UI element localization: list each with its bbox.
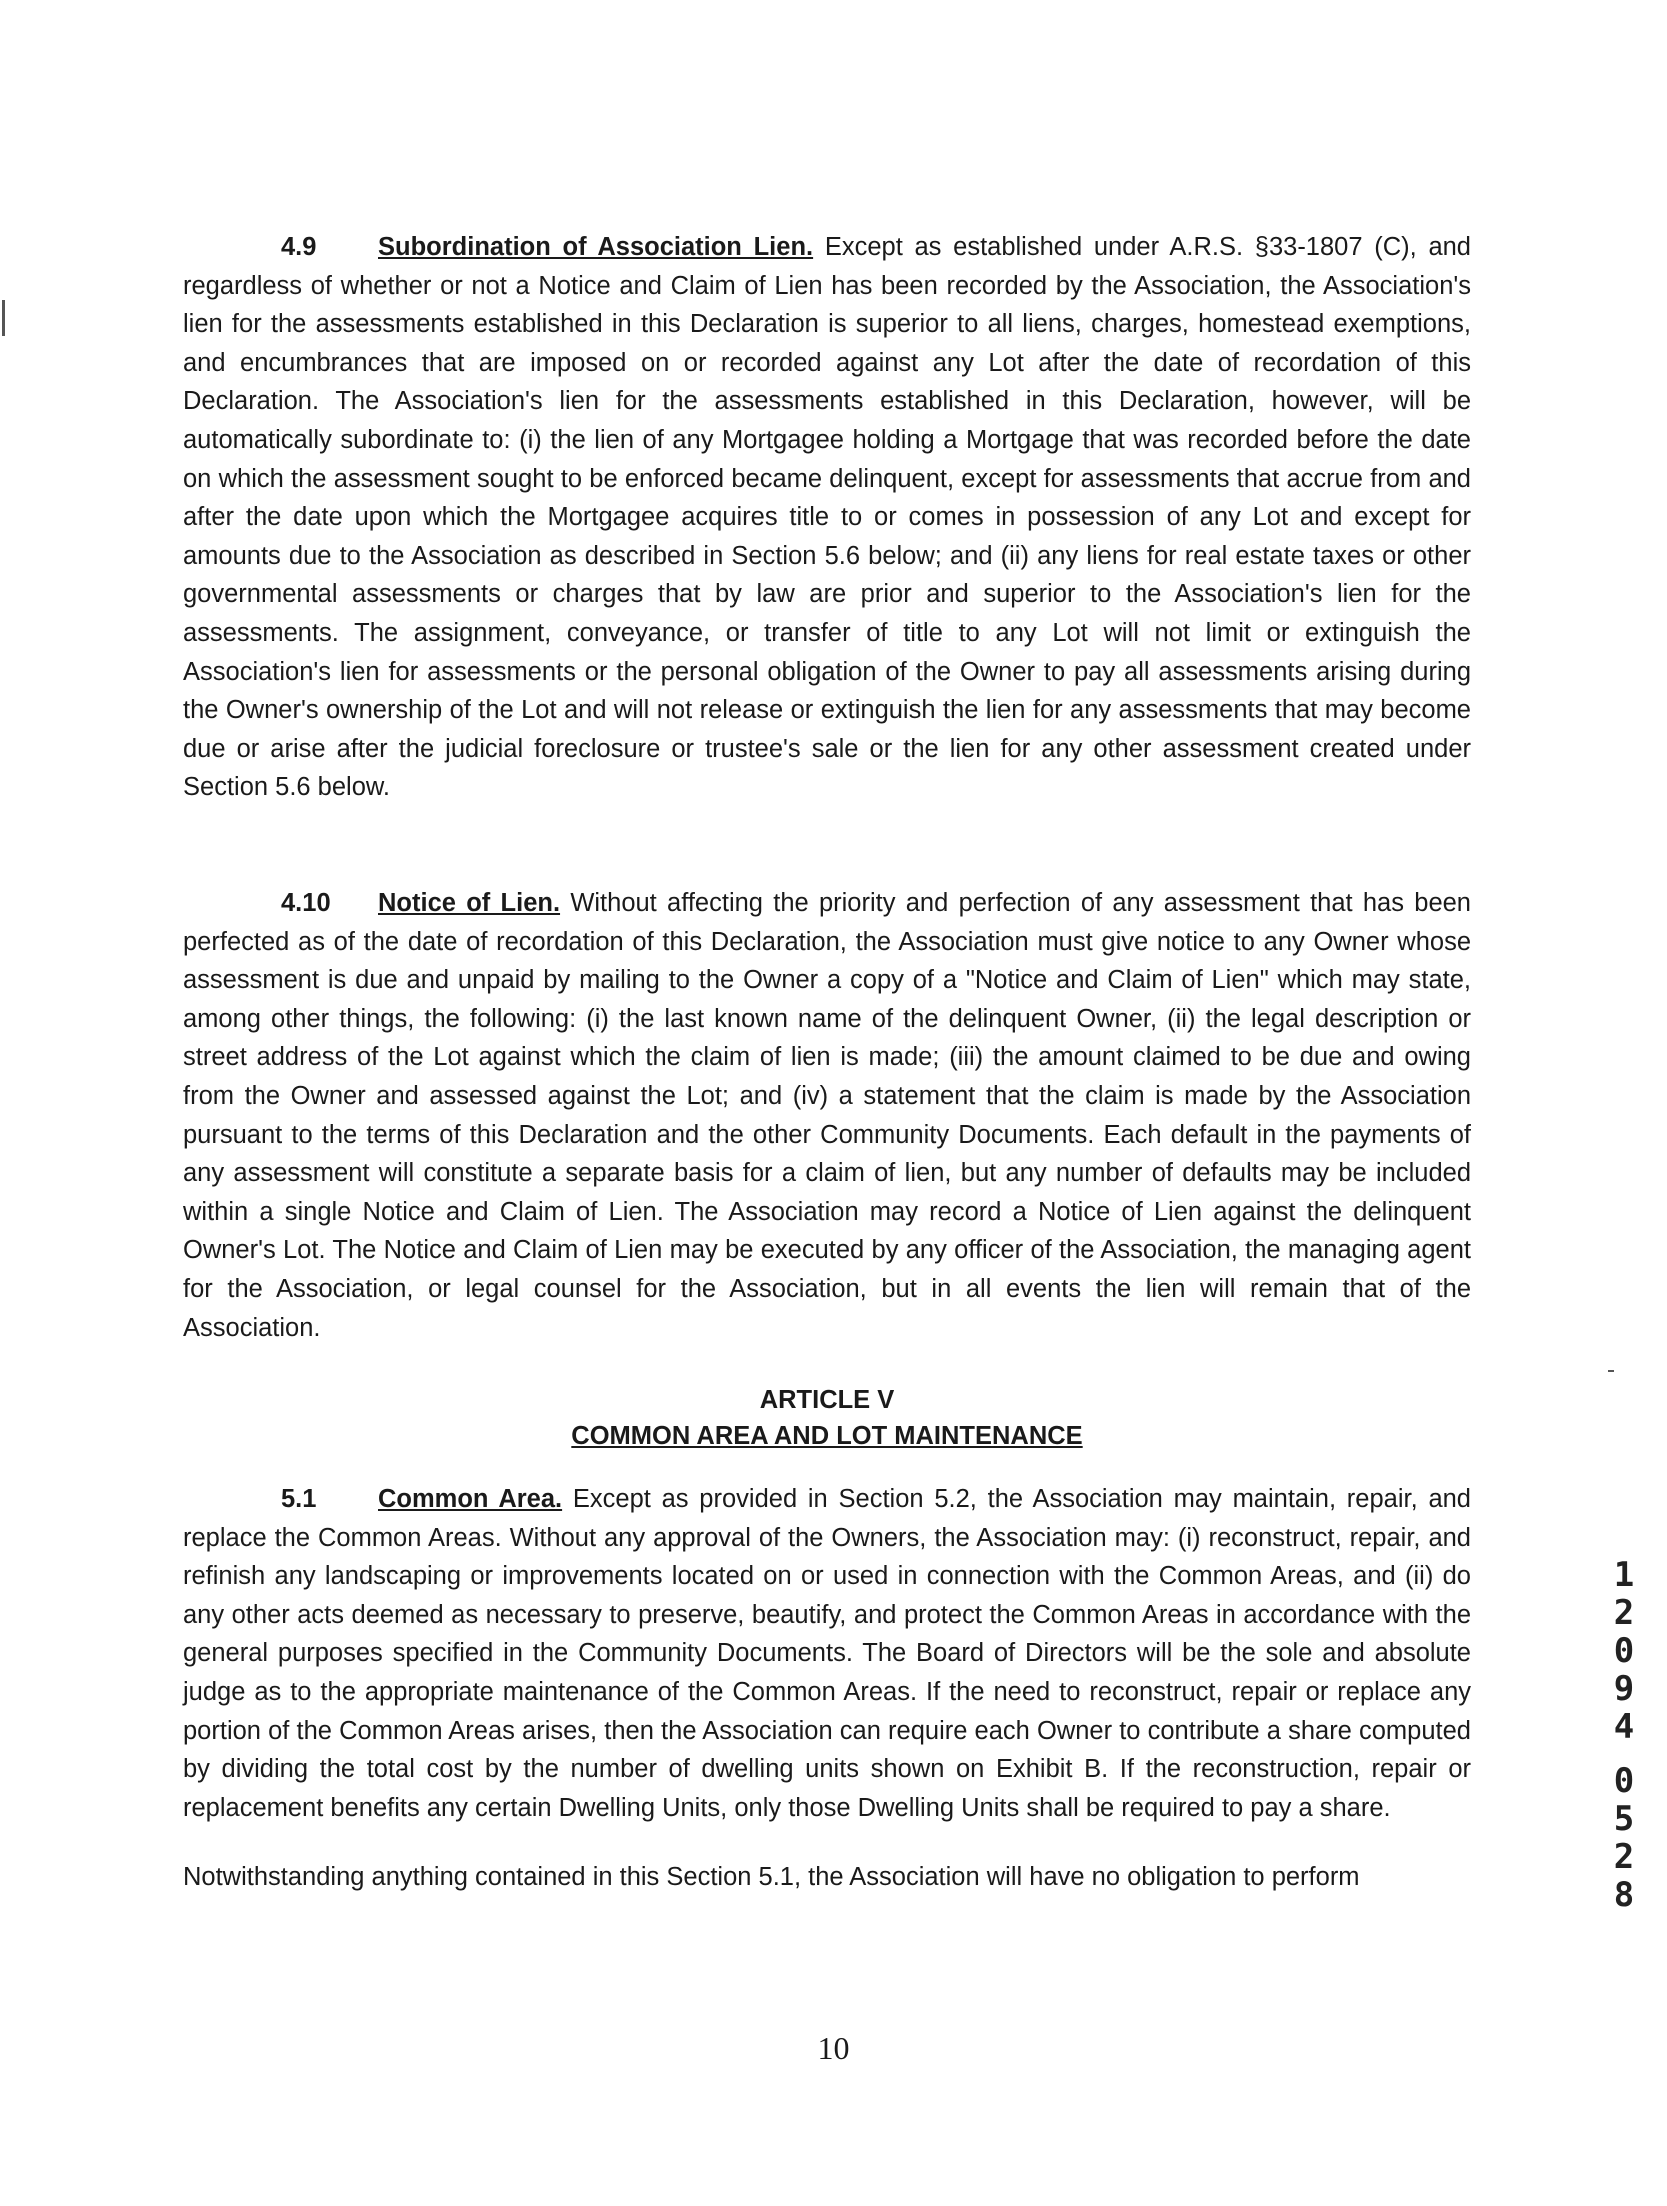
section-body: Notwithstanding anything contained in this Section 5.1, the Association will have no obligation to perform — [183, 1863, 1360, 1891]
section-4-9 — [183, 228, 1471, 807]
section-number: 5.1 — [281, 1485, 317, 1513]
section-title: Subordination of Association Lien. — [378, 233, 814, 261]
section-title: Common Area. — [378, 1485, 563, 1513]
page-number: 10 — [817, 2030, 850, 2066]
article-heading — [183, 1382, 1471, 1454]
section-4-10 — [183, 884, 1471, 1347]
left-margin-mark — [2, 300, 5, 336]
section-number: 4.10 — [281, 889, 331, 917]
stamp-digit: 0 — [1613, 1631, 1635, 1671]
stamp-digit: 1 — [1613, 1555, 1635, 1595]
stamp-digit: 5 — [1613, 1799, 1635, 1839]
stamp-digit: 2 — [1613, 1837, 1635, 1877]
section-number: 4.9 — [281, 233, 317, 261]
section-body: Without affecting the priority and perfection of any assessment that has been perfected as of the date of recordation of this Declaration, the Association must give notice to any Owner whose assessment is due and unpaid by mailing to the Owner a copy of a "Notice and Claim of Lien" which may state, among other things, the following: (i) the last known name of the delinquent Owner, (ii) the legal description or street address of the Lot against which the claim of lien is made; (iii) the amount claimed to be due and owing from the Owner and assessed against the Lot; and (iv) a statement that the claim is made by the Association pursuant to the terms of this Declaration and the other Community Documents. Each default in the payments of any assessment will constitute a separate basis for a claim of lien, but any number of defaults may be included within a single Notice and Claim of Lien. The Association may record a Notice of Lien against the delinquent Owner's Lot. The Notice and Claim of Lien may be executed by any officer of the Association, the managing agent for the Association, or legal counsel for the Association, but in all events the lien will remain that of the Association. — [183, 889, 1471, 1342]
section-title: Notice of Lien. — [378, 889, 561, 917]
article-number: ARTICLE V — [759, 1386, 895, 1414]
stamp-digit: 0 — [1613, 1761, 1635, 1801]
right-margin-mark — [1608, 1370, 1614, 1372]
recording-stamp-group-1 — [1604, 1556, 1644, 1746]
section-body: Except as established under A.R.S. §33-1807 (C), and regardless of whether or not a Notice and Claim of Lien has been recorded by the Association, the Association's lien for the assessments established in this Declaration is superior to all liens, charges, homestead exemptions, and encumbrances that are imposed on or recorded against any Lot after the date of recordation of this Declaration. The Association's lien for the assessments established in this Declaration, however, will be automatically subordinate to: (i) the lien of any Mortgagee holding a Mortgage that was recorded before the date on which the assessment sought to be enforced became delinquent, except for assessments that accrue from and after the date upon which the Mortgagee acquires title to or comes in possession of any Lot and except for amounts due to the Association as described in Section 5.6 below; and (ii) any liens for real estate taxes or other governmental assessments or charges that by law are prior and superior to the Association's lien for the assessments. The assignment, conveyance, or transfer of title to any Lot will not limit or extinguish the Association's lien for assessments or the personal obligation of the Owner to pay all assessments arising during the Owner's ownership of the Lot and will not release or extinguish the lien for any assessments that may become due or arise after the judicial foreclosure or trustee's sale or the lien for any other assessment created under Section 5.6 below. — [183, 233, 1471, 802]
stamp-digit: 2 — [1613, 1593, 1635, 1633]
stamp-digit: 9 — [1613, 1669, 1635, 1709]
section-5-1-continuation — [183, 1858, 1471, 1897]
stamp-digit: 4 — [1613, 1707, 1635, 1747]
recording-stamp-group-2 — [1604, 1762, 1644, 1914]
stamp-digit: 8 — [1613, 1875, 1635, 1915]
article-title: COMMON AREA AND LOT MAINTENANCE — [571, 1422, 1083, 1450]
section-5-1 — [183, 1480, 1471, 1827]
section-body: Except as provided in Section 5.2, the Association may maintain, repair, and replace the Common Areas. Without any approval of the Owners, the Association may: (i) reconstruct, repair, and refinish any landscaping or improvements located on or used in connection with the Common Areas, and (ii) do any other acts deemed as necessary to preserve, beautify, and protect the Common Areas in accordance with the general purposes specified in the Community Documents. The Board of Directors will be the sole and absolute judge as to the appropriate maintenance of the Common Areas. If the need to reconstruct, repair or replace any portion of the Common Areas arises, then the Association can require each Owner to contribute a share computed by dividing the total cost by the number of dwelling units shown on Exhibit B. If the reconstruction, repair or replacement benefits any certain Dwelling Units, only those Dwelling Units shall be required to pay a share. — [183, 1485, 1471, 1822]
